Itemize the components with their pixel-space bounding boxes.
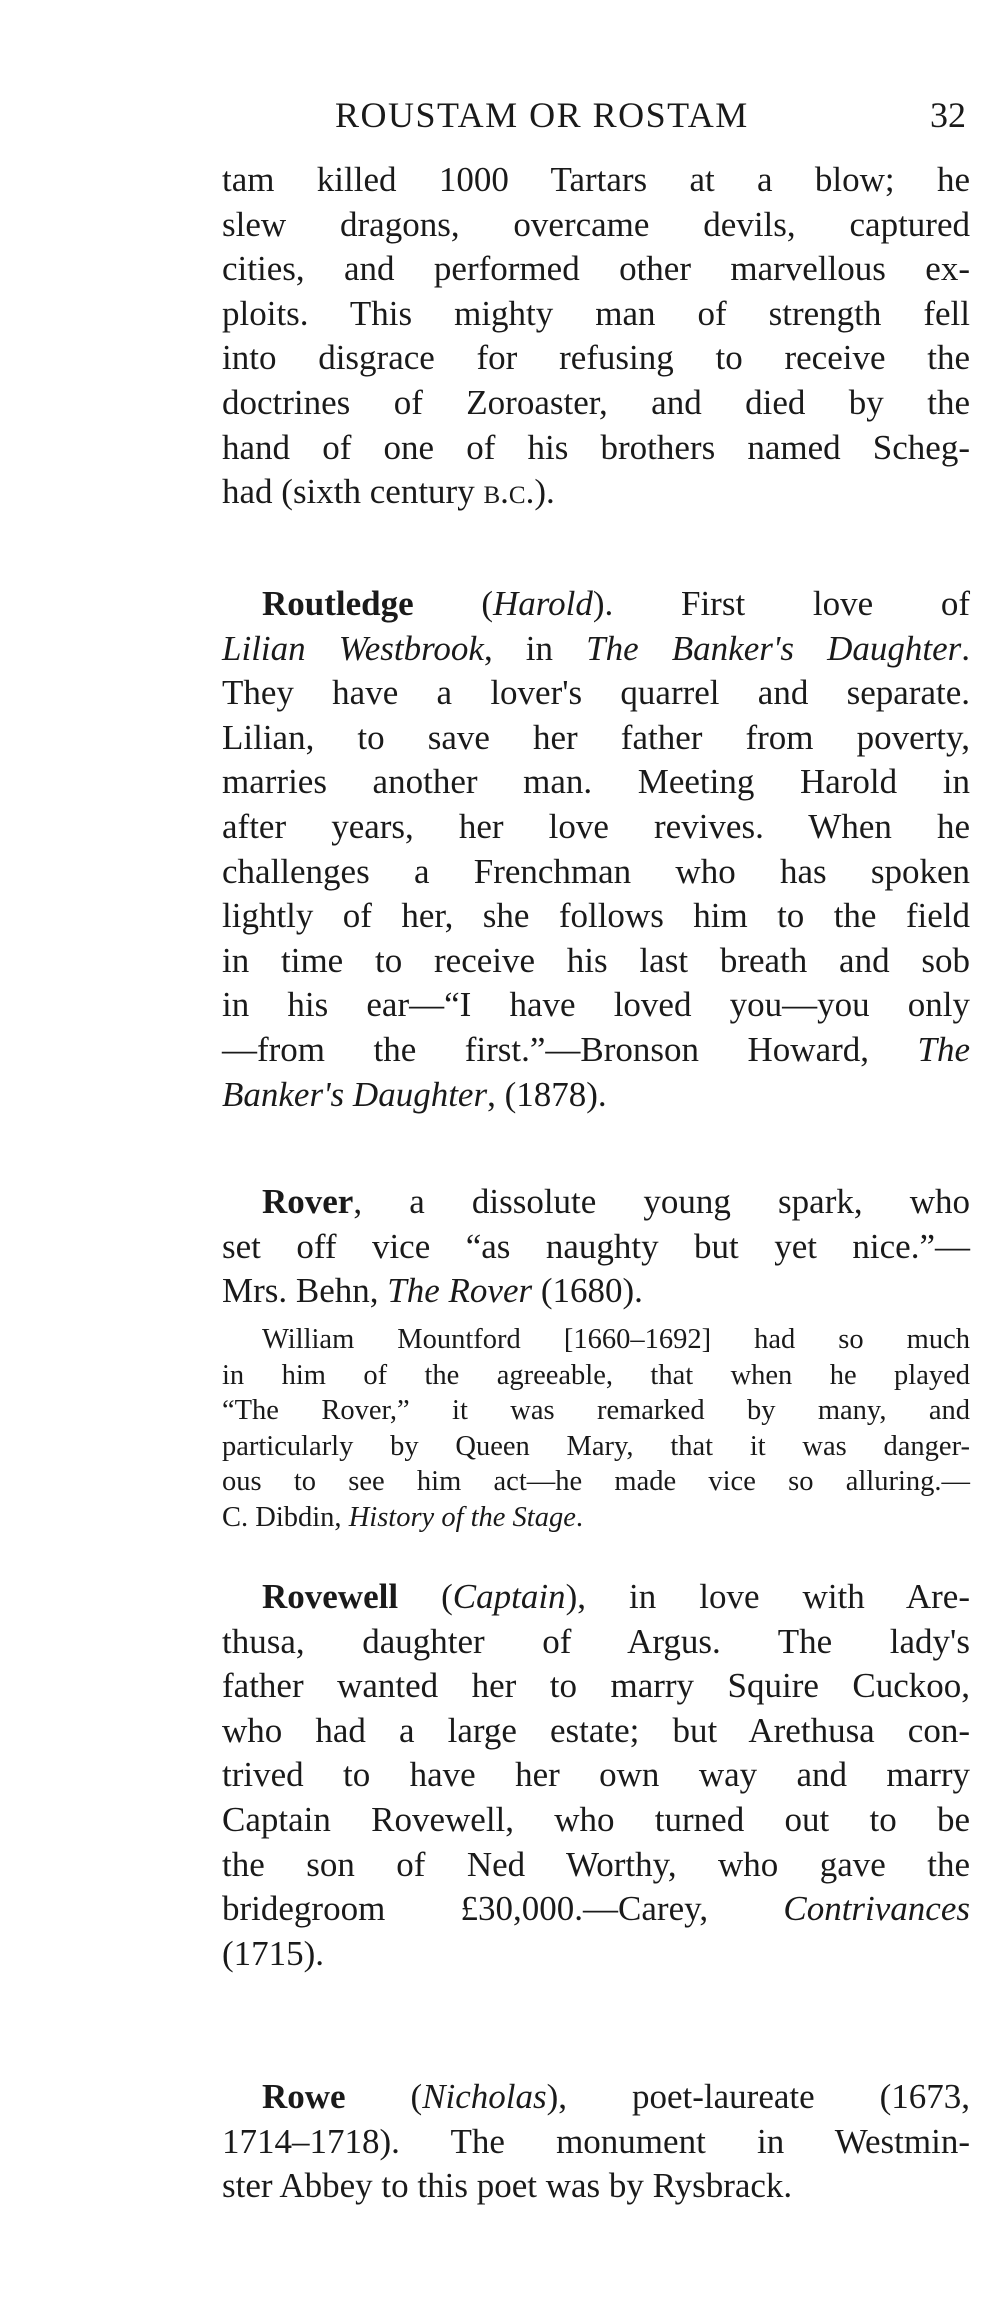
text-run: Mrs. Behn,: [222, 1271, 388, 1311]
text-run: .: [961, 628, 970, 668]
text-line: the son of Ned Worthy, who gave the: [222, 1844, 970, 1884]
text-line: lightly of her, she follows him to the field: [222, 896, 970, 936]
text-line: [222, 1500, 970, 1536]
text-line: after years, her love revives. When he: [222, 806, 970, 846]
text-line: [222, 627, 970, 672]
era-abbreviation: b.c.: [483, 472, 535, 512]
headword: Rowe: [262, 2077, 346, 2116]
text-run: , (1878).: [487, 1074, 607, 1114]
text-line: “The Rover,” it was remarked by many, and: [222, 1395, 970, 1426]
headword: Rovewell: [262, 1577, 399, 1616]
text-run: ). First love of: [592, 584, 971, 623]
italic-run: Captain: [452, 1577, 566, 1616]
text-line: who had a large estate; but Arethusa con-: [222, 1710, 970, 1750]
text-line: in him of the agreeable, that when he played: [222, 1359, 970, 1391]
text-run: (1680).: [532, 1271, 643, 1311]
text-line: in his ear—“I have loved you—you only: [222, 985, 970, 1025]
text-line: cities, and performed other marvellous ex-: [222, 249, 970, 289]
text-line: 1714–1718). The monument in Westmin-: [222, 2121, 970, 2161]
text-line: father wanted her to marry Squire Cuckoo,: [222, 1666, 970, 1706]
italic-run: Contrivances: [783, 1889, 970, 1929]
text-line: They have a lover's quarrel and separate.: [222, 673, 970, 713]
text-run: (: [413, 584, 494, 623]
italic-run: The Banker's Daughter: [586, 628, 962, 668]
text-run: (: [398, 1577, 453, 1616]
text-run: ), in love with Are-: [565, 1577, 970, 1616]
text-line: ster Abbey to this poet was by Rysbrack.: [222, 2166, 793, 2206]
quotation-block: [222, 1322, 970, 1535]
entry-routledge: [222, 582, 970, 1117]
entry-rowe: [222, 2075, 970, 2209]
text-line: slew dragons, overcame devils, captured: [222, 204, 970, 244]
text-line: [222, 1028, 970, 1073]
text-run: had (sixth century: [222, 472, 484, 512]
italic-run: Lilian Westbrook: [222, 628, 484, 668]
text-run: C. Dibdin,: [222, 1501, 349, 1533]
text-line: [222, 582, 970, 627]
text-run: .: [575, 1501, 583, 1533]
text-line: ous to see him act—he made vice so alluring.—: [222, 1466, 970, 1497]
italic-run: Harold: [493, 584, 593, 623]
italic-run: Nicholas: [422, 2077, 547, 2116]
text-line: thusa, daughter of Argus. The lady's: [222, 1621, 970, 1661]
text-line: [222, 1180, 970, 1225]
running-header: ROUSTAM OR ROSTAM: [335, 95, 749, 135]
italic-run: Banker's Daughter: [222, 1074, 488, 1114]
text-line: [222, 470, 970, 515]
headword: Rover: [262, 1182, 354, 1221]
text-line: set off vice “as naughty but yet nice.”—: [222, 1226, 970, 1266]
entry-roustam-continuation: [222, 158, 970, 515]
text-line: Lilian, to save her father from poverty,: [222, 717, 970, 757]
text-line: ploits. This mighty man of strength fell: [222, 293, 970, 333]
text-run: ).: [534, 472, 555, 512]
text-run: (: [345, 2077, 423, 2116]
text-line: [222, 2075, 970, 2120]
text-line: [222, 1269, 970, 1314]
text-line: into disgrace for refusing to receive the: [222, 338, 970, 378]
text-line: William Mountford [1660–1692] had so much: [262, 1324, 970, 1355]
italic-run: History of the Stage: [348, 1501, 576, 1533]
text-run: bridegroom £30,000.—Carey,: [222, 1889, 784, 1929]
text-line: Captain Rovewell, who turned out to be: [222, 1799, 970, 1839]
text-line: in time to receive his last breath and sob: [222, 940, 970, 980]
text-run: ), poet-laureate (1673,: [546, 2077, 971, 2116]
entry-rovewell: [222, 1575, 970, 1976]
text-run: —from the first.”—Bronson Howard,: [222, 1029, 918, 1069]
italic-run: The: [917, 1029, 970, 1069]
text-line: [222, 1073, 970, 1118]
text-line: (1715).: [222, 1933, 325, 1973]
text-run: , in: [483, 628, 587, 668]
text-run: , a dissolute young spark, who: [353, 1182, 970, 1221]
text-line: hand of one of his brothers named Scheg-: [222, 427, 970, 467]
italic-run: The Rover: [387, 1271, 533, 1311]
text-line: doctrines of Zoroaster, and died by the: [222, 382, 970, 422]
text-line: particularly by Queen Mary, that it was danger-: [222, 1430, 970, 1462]
text-line: challenges a Frenchman who has spoken: [222, 851, 970, 891]
text-line: tam killed 1000 Tartars at a blow; he: [222, 160, 970, 199]
text-line: marries another man. Meeting Harold in: [222, 762, 970, 802]
headword: Routledge: [262, 584, 414, 623]
text-line: trived to have her own way and marry: [222, 1755, 970, 1795]
text-line: [222, 1887, 970, 1932]
entry-rover: [222, 1180, 970, 1314]
text-line: [222, 1575, 970, 1620]
page-number: 32: [930, 95, 966, 135]
